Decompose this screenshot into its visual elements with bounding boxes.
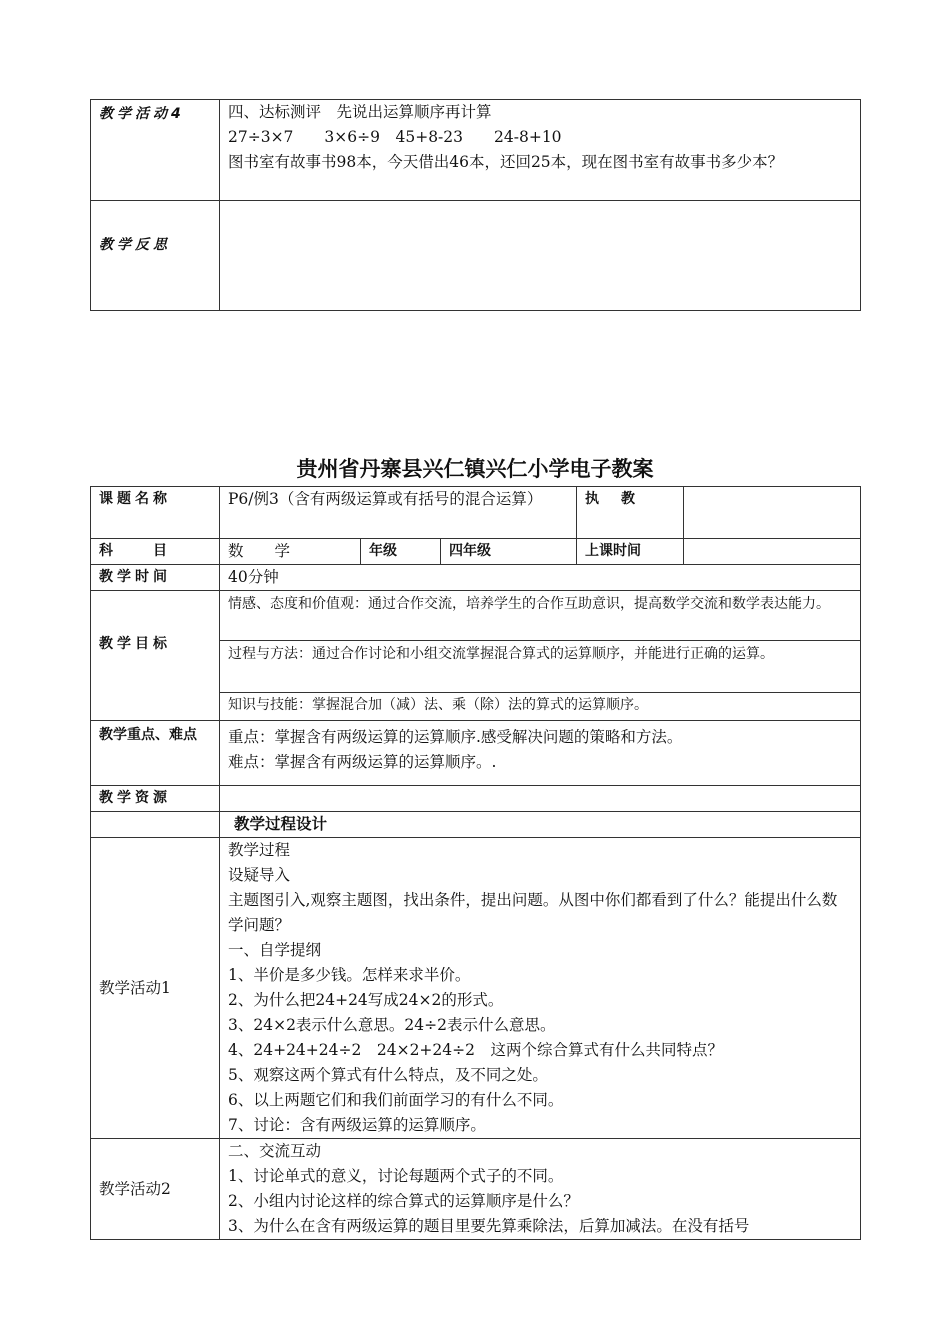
duration-label: 教学时间	[91, 565, 220, 591]
activity1-label: 教学活动1	[91, 838, 220, 1139]
activity4-line: 图书室有故事书98本，今天借出46本，还回25本，现在图书室有故事书多少本？	[228, 153, 784, 171]
activity1-line: 一、自学提纲	[228, 941, 322, 959]
class-time-value	[684, 539, 861, 565]
activity1-line: 7、讨论：含有两级运算的运算顺序。	[228, 1116, 486, 1134]
goal-affective: 情感、态度和价值观：通过合作交流，培养学生的合作互助意识，提高数学交流和数学表达能力。	[220, 591, 861, 641]
process-design-title: 教学过程设计	[220, 812, 861, 838]
activity1-line: 3、24×2表示什么意思。24÷2表示什么意思。	[228, 1016, 556, 1034]
reflection-content	[220, 201, 861, 311]
page-title: 贵州省丹寨县兴仁镇兴仁小学电子教案	[296, 457, 654, 481]
activity1-line: 设疑导入	[228, 866, 291, 884]
subject-label: 科 目	[91, 539, 220, 565]
resources-value	[220, 786, 861, 812]
activity1-line: 5、观察这两个算式有什么特点，及不同之处。	[228, 1066, 548, 1084]
activity2-line: 1、讨论单式的意义，讨论每题两个式子的不同。	[228, 1167, 564, 1185]
goal-knowledge: 知识与技能：掌握混合加（减）法、乘（除）法的算式的运算顺序。	[220, 693, 861, 721]
activity1-line: 2、为什么把24+24写成24×2的形式。	[228, 991, 504, 1009]
grade-label: 年级	[361, 539, 441, 565]
activity1-line: 教学过程	[228, 841, 291, 859]
topic-label: 课题名称	[91, 487, 220, 539]
activity2-line: 3、为什么在含有两级运算的题目里要先算乘除法，后算加减法。在没有括号	[228, 1217, 750, 1235]
subject-value: 数 学	[220, 539, 361, 565]
duration-value: 40分钟	[220, 565, 861, 591]
topic-value: P6/例3（含有两级运算或有括号的混合运算）	[220, 487, 577, 539]
activity1-line: 6、以上两题它们和我们前面学习的有什么不同。	[228, 1091, 564, 1109]
activity1-content	[220, 838, 861, 1139]
activity4-label: 教学活动4	[91, 100, 220, 201]
process-blank-cell	[91, 812, 220, 838]
key-points-content	[220, 721, 861, 786]
activity4-content	[220, 100, 861, 201]
difficulty: 难点：掌握含有两级运算的运算顺序。.	[228, 753, 497, 771]
activity2-content	[220, 1139, 861, 1240]
activity1-line: 4、24+24+24÷2 24×2+24÷2 这两个综合算式有什么共同特点？	[228, 1041, 723, 1059]
class-time-label: 上课时间	[577, 539, 684, 565]
teacher-label: 执 教	[577, 487, 684, 539]
lesson-plan-table	[90, 486, 861, 1240]
lesson-table-continued	[90, 99, 861, 311]
goal-process: 过程与方法：通过合作讨论和小组交流掌握混合算式的运算顺序，并能进行正确的运算。	[220, 641, 861, 693]
resources-label: 教学资源	[91, 786, 220, 812]
activity2-label: 教学活动2	[91, 1139, 220, 1240]
activity1-line: 1、半价是多少钱。怎样来求半价。	[228, 966, 471, 984]
key-point: 重点：掌握含有两级运算的运算顺序.感受解决问题的策略和方法。	[228, 728, 683, 746]
activity4-line: 四、达标测评 先说出运算顺序再计算	[228, 103, 492, 121]
activity1-line: 主题图引入,观察主题图，找出条件，提出问题。从图中你们都看到了什么？能提出什么数学问题？	[228, 891, 838, 934]
activity4-line: 27÷3×7 3×6÷9 45+8-23 24-8+10	[228, 128, 562, 146]
key-points-label: 教学重点、难点	[91, 721, 220, 786]
activity2-line: 二、交流互动	[228, 1142, 322, 1160]
teacher-value	[684, 487, 861, 539]
goals-label: 教学目标	[91, 591, 220, 721]
grade-value: 四年级	[441, 539, 577, 565]
reflection-label: 教学反思	[91, 201, 220, 311]
activity2-line: 2、小组内讨论这样的综合算式的运算顺序是什么？	[228, 1192, 579, 1210]
